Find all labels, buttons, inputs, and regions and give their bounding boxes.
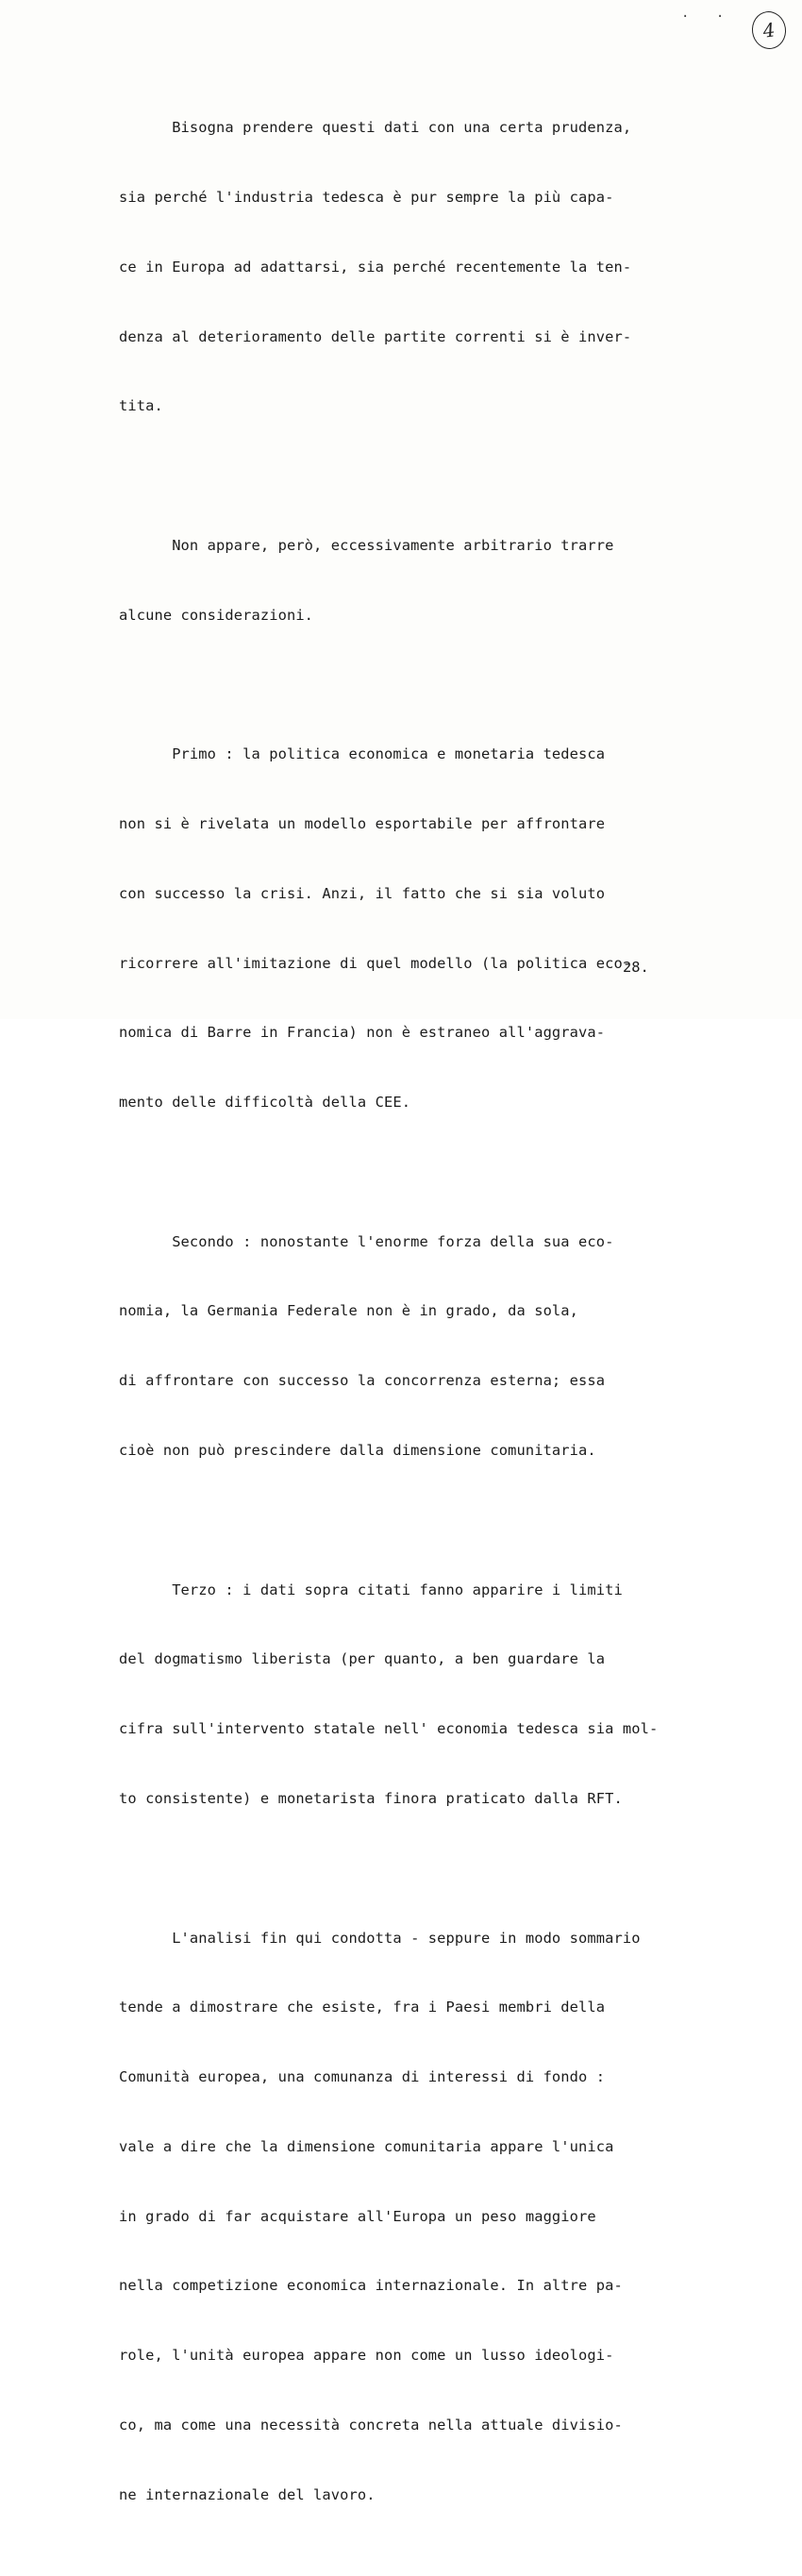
text-line: mento delle difficoltà della CEE. [119,1094,411,1112]
text-line: non si è rivelata un modello esportabile per affrontare [119,815,606,832]
text-line: Comunità europea, una comunanza di interessi di fondo : [119,2068,606,2086]
text-line: in grado di far acquistare all'Europa un peso maggiore [119,2207,596,2225]
text-line: Terzo : i dati sopra citati fanno apparire i limiti [119,1581,623,1598]
text-line: nomica di Barre in Francia) non è estraneo all'aggrava- [119,1024,606,1042]
text-line: ce in Europa ad adattarsi, sia perché recentemente la ten- [119,258,632,276]
text-line: denza al deterioramento delle partite correnti si è inver- [119,327,632,345]
text-line: role, l'unità europea appare non come un lusso ideologi- [119,2347,614,2365]
paragraph-5 [119,1531,685,1856]
body-text [119,70,685,2576]
text-line: ne internazionale del lavoro. [119,2485,376,2503]
text-line: cioè non può prescindere dalla dimensione comunitaria. [119,1442,596,1460]
page-number: 28. [623,959,649,976]
text-line: L'analisi fin qui condotta - seppure in modo sommario [119,1929,641,1947]
handwritten-page-mark [749,9,788,52]
text-line: alcune considerazioni. [119,606,314,624]
text-line: co, ma come una necessità concreta nella attuale divisio- [119,2416,623,2434]
text-line: cifra sull'intervento statale nell' economia tedesca sia mol- [119,1720,659,1738]
text-line: nella competizione economica internazionale. In altre pa- [119,2277,623,2295]
text-line: di affrontare con successo la concorrenza esterna; essa [119,1372,606,1390]
text-line: sia perché l'industria tedesca è pur sempre la più capa- [119,188,614,206]
text-line: del dogmatismo liberista (per quanto, a ben guardare la [119,1650,606,1668]
text-line: tita. [119,397,163,415]
paragraph-6 [119,1880,685,2552]
text-line: ricorrere all'imitazione di quel modello (la politica eco- [119,954,632,972]
text-line: Primo : la politica economica e monetaria tedesca [119,745,606,763]
paragraph-3 [119,696,685,1161]
text-line: to consistente) e monetarista finora praticato dalla RFT. [119,1789,623,1807]
text-line: con successo la crisi. Anzi, il fatto che si sia voluto [119,884,606,902]
text-line: tende a dimostrare che esiste, fra i Paesi membri della [119,1999,606,2016]
text-line: nomia, la Germania Federale non è in grado, da sola, [119,1302,579,1320]
paragraph-1 [119,70,685,464]
text-line: Secondo : nonostante l'enorme forza della sua eco- [119,1232,614,1250]
text-line: vale a dire che la dimensione comunitaria appare l'unica [119,2137,614,2155]
text-line: Bisogna prendere questi dati con una certa prudenza, [119,119,632,137]
page-mark-number: 4 [761,18,777,42]
paragraph-4 [119,1184,685,1509]
paragraph-2 [119,488,685,674]
text-line: Non appare, però, eccessivamente arbitrario trarre [119,536,614,554]
margin-dots: . . [681,6,734,21]
